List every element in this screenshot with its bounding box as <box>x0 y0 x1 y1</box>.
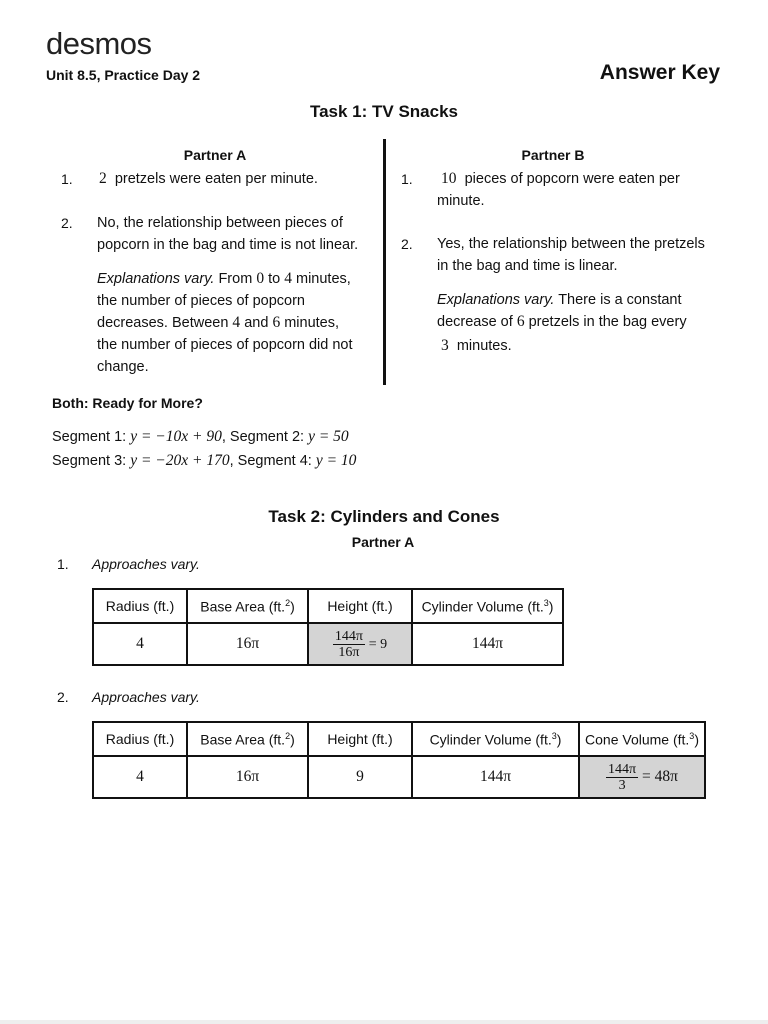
pa-q2-explanation-line4: the number of pieces of popcorn did not <box>97 337 353 353</box>
pa-q2-explanation-line1 <box>97 268 379 290</box>
pb-explanations-vary: Explanations vary. <box>437 292 555 308</box>
segment2-label: , Segment 2: <box>221 429 305 445</box>
pa-q2-explanation-line3 <box>97 312 379 334</box>
header-base-area: Base Area (ft.$^2$) <box>187 722 308 756</box>
pb-q1-text: pieces of popcorn were eaten per <box>464 171 680 187</box>
pa-q1-text: pretzels were eaten per minute. <box>114 171 318 187</box>
unit-label: Unit 8.5, Practice Day 2 <box>46 67 201 83</box>
pa-exp-text: and <box>244 315 269 331</box>
column-divider <box>383 139 386 385</box>
header-cone-volume: Cone Volume (ft.$^3$) <box>579 722 705 756</box>
pb-exp-value-3: 3 <box>441 337 449 354</box>
pa-q1-value: 2 <box>99 170 107 187</box>
pb-q2-answer <box>437 233 737 357</box>
header-height: Height (ft.) <box>308 589 412 623</box>
task2-title: Task 2: Cylinders and Cones <box>268 507 500 526</box>
pa-q2-explanation-line5: change. <box>97 359 149 375</box>
header-cylinder-volume: Cylinder Volume (ft.$^3$) <box>412 589 563 623</box>
header-radius: Radius (ft.) <box>93 589 187 623</box>
pb-exp-value-6: 6 <box>516 313 525 330</box>
pb-exp-text: minutes. <box>456 338 512 354</box>
partner-b-label: Partner B <box>521 147 585 163</box>
pb-exp-text: decrease of <box>437 314 513 330</box>
segment4-label: , Segment 4: <box>229 453 312 469</box>
header-radius: Radius (ft.) <box>93 722 187 756</box>
header-height: Height (ft.) <box>308 722 412 756</box>
pa-exp-text: minutes, <box>284 315 340 331</box>
pa-q1-answer <box>99 168 318 190</box>
cell-height: 9 <box>308 756 412 798</box>
segments-line2 <box>52 450 356 472</box>
cell-base-area: 16π <box>187 623 308 665</box>
pa-exp-value-4: 4 <box>284 270 292 287</box>
pa-q2-line1: No, the relationship between pieces of <box>97 215 343 231</box>
pb-q1-number: 1. <box>401 171 413 187</box>
pa-explanations-vary: Explanations vary. <box>97 271 215 287</box>
cell-cylinder-volume: 144π <box>412 623 563 665</box>
pb-q1-answer <box>437 168 727 212</box>
cell-height: $\frac{144\pi}{16\pi}$ = 9 <box>308 623 412 665</box>
pb-q2-line1: Yes, the relationship between the pretzels <box>437 236 705 252</box>
answer-key-title: Answer Key <box>599 61 720 84</box>
pa-q2-number: 2. <box>61 215 73 231</box>
partner-a-label: Partner A <box>183 147 247 163</box>
segment1-equation: y = −10x + 90 <box>130 428 222 445</box>
desmos-logo: desmos <box>46 26 152 61</box>
cell-cone-volume: $\frac{144\pi}{3}$ = 48π <box>579 756 705 798</box>
pb-q2-explanation-line1 <box>437 289 737 311</box>
task1-title: Task 1: TV Snacks <box>309 102 459 121</box>
t2-q1-note: Approaches vary. <box>92 556 200 572</box>
segment1-label: Segment 1: <box>52 429 127 445</box>
cell-radius: 4 <box>93 756 187 798</box>
pa-exp-text: From <box>218 271 253 287</box>
pb-q1-value: 10 <box>441 170 457 187</box>
pb-q2-explanation-line3 <box>437 335 737 357</box>
task2-partner-label: Partner A <box>351 534 415 550</box>
cell-radius: 4 <box>93 623 187 665</box>
cone-fraction: $\frac{144\pi}{3}$ <box>608 761 637 793</box>
cylinder-table <box>92 588 564 666</box>
pb-exp-text: pretzels in the bag every <box>528 314 687 330</box>
pa-exp-text: decreases. Between <box>97 315 229 331</box>
pa-exp-text: to <box>268 271 281 287</box>
pb-q2-number: 2. <box>401 236 413 252</box>
pa-exp-value-4b: 4 <box>232 314 241 331</box>
segment4-equation: y = 10 <box>315 452 357 469</box>
t2-q1-number: 1. <box>57 556 69 572</box>
segment3-equation: y = −20x + 170 <box>130 452 230 469</box>
pb-q2-explanation-line2 <box>437 311 737 333</box>
height-fraction: $\frac{144\pi}{16\pi}$ <box>334 628 363 660</box>
pa-q2-explanation-line2: the number of pieces of popcorn <box>97 293 305 309</box>
segments-line1 <box>52 426 349 448</box>
both-ready-label: Both: Ready for More? <box>52 395 203 411</box>
cell-base-area: 16π <box>187 756 308 798</box>
pb-q2-line2: in the bag and time is linear. <box>437 258 618 274</box>
header-cylinder-volume: Cylinder Volume (ft.$^3$) <box>412 722 579 756</box>
pb-exp-text: There is a constant <box>558 292 682 308</box>
pa-q2-answer <box>97 212 379 378</box>
pa-exp-value-0: 0 <box>256 270 265 287</box>
segment3-label: Segment 3: <box>52 453 127 469</box>
pa-q1-number: 1. <box>61 171 73 187</box>
cell-cylinder-volume: 144π <box>412 756 579 798</box>
t2-q2-number: 2. <box>57 689 69 705</box>
page-footer-bar <box>0 1020 768 1024</box>
pa-q2-line2: popcorn in the bag and time is not linear. <box>97 237 359 253</box>
pb-q1-text2: minute. <box>437 193 485 209</box>
cone-table <box>92 721 706 799</box>
segment2-equation: y = 50 <box>308 428 349 445</box>
pa-exp-value-6: 6 <box>272 314 281 331</box>
t2-q2-note: Approaches vary. <box>92 689 200 705</box>
header-base-area: Base Area (ft.$^2$) <box>187 589 308 623</box>
pa-exp-text: minutes, <box>296 271 351 287</box>
